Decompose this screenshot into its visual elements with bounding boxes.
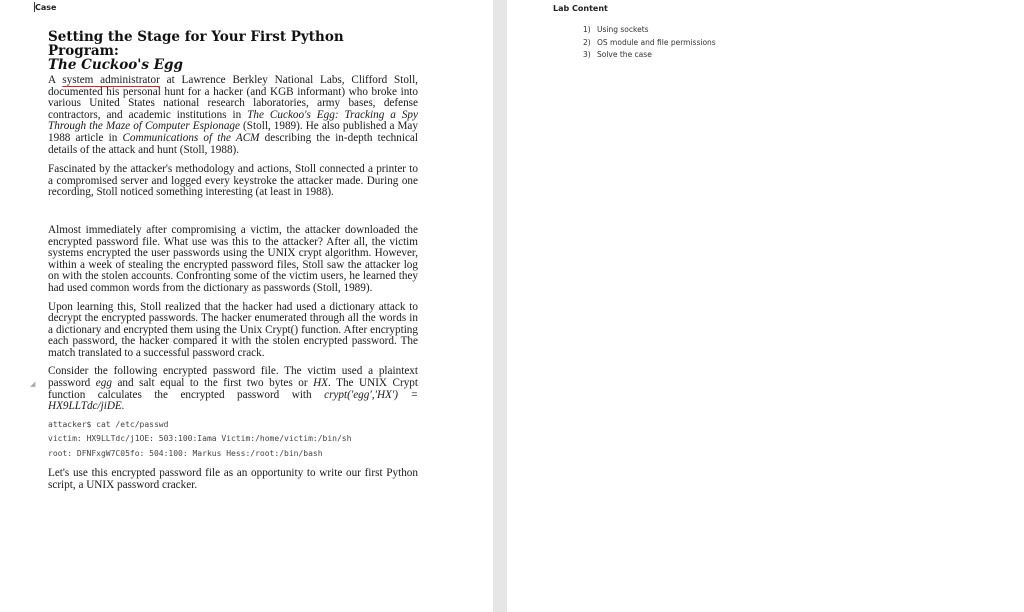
paragraph-4: Upon learning this, Stoll realized that the hacker had used a dictionary attack to decrypt the encrypted passwords. The hacker enumerated through all the words in a dictionary and encrypted them using the Unix Crypt() function. After encrypting each password, the hacker compared it with the stolen encrypted password. The match translated to a successful password crack.: [48, 300, 418, 359]
list-item: [583, 49, 716, 62]
document-page-right: [507, 0, 1024, 612]
list-item: [583, 24, 716, 37]
section-title: [48, 30, 418, 72]
margin-mark-icon: ◢: [30, 380, 36, 388]
text: describing the in-depth technical details of the attack and hunt (Stoll, 1988).: [48, 131, 418, 156]
document-body: [48, 30, 418, 492]
text: and salt equal to the first two bytes or: [111, 377, 314, 390]
text: Consider the following encrypted password file. The victim used a plaintext password: [48, 365, 418, 390]
code-line: root: DFNFxgW7C05fo: 504:100: Markus Hess:/root:/bin/bash: [48, 448, 323, 458]
list-number: 2): [583, 37, 591, 47]
paragraph-2: Fascinated by the attacker's methodology and actions, Stoll connected a printer to a compromised server and logged every keystroke the attacker made. During one recording, Stoll noticed something interesting (at least in 1988).: [48, 163, 418, 199]
list-item: [583, 37, 716, 50]
list-label: Solve the case: [597, 50, 652, 59]
code-line: victim: HX9LLTdc/j1OE: 503:100:Iama Victim:/home/victim:/bin/sh: [48, 434, 352, 444]
list-number: 1): [583, 25, 591, 34]
code-line: attacker$ cat /etc/passwd: [48, 419, 169, 429]
code-block: [48, 418, 418, 462]
paragraph-5: [48, 366, 418, 412]
section-subtitle: The Cuckoo's Egg: [48, 57, 183, 73]
text: A: [48, 74, 63, 86]
paragraph-1: [48, 75, 418, 156]
paragraph-3: Almost immediately after compromising a victim, the attacker downloaded the encrypted password file. What use was this to the attacker? After all, the victim systems encrypted the user passwords using the UNIX crypt algorithm. However, within a week of stealing the encrypted password files, Stoll saw the attacker log on with the stolen accounts. Confronting some of the victim users, he learned they had used common words from the dictionary as passwords (Stoll, 1989).: [48, 223, 418, 294]
paragraph-6: Let's use this encrypted password file as an opportunity to write our first Python script, a UNIX password cracker.: [48, 467, 418, 491]
spellcheck-underlined-text[interactable]: system administrator: [62, 74, 160, 86]
text: . The UNIX Crypt function calculates the encrypted password with: [48, 377, 418, 401]
text: egg: [95, 377, 112, 390]
document-page-left: [0, 0, 493, 612]
text: at Lawrence Berkley National Labs, Clifford Stoll, documented his personal hunt for a hacker (and KGB informant) who broke into various United States national research laboratories, army bases, defense contractors, and academic institutions in: [48, 74, 418, 121]
text: crypt('egg','HX') = HX9LLTdc/jiDE.: [48, 388, 418, 413]
list-label: OS module and file permissions: [597, 37, 716, 47]
journal-title: Communications of the ACM: [122, 131, 260, 144]
list-number: 3): [583, 50, 591, 59]
page-gutter: [493, 0, 507, 612]
text: (Stoll, 1989). He also published a May 1988 article in: [48, 120, 418, 144]
title-text: Setting the Stage for Your First Python Program:: [48, 29, 344, 59]
list-label: Using sockets: [597, 25, 649, 34]
book-title: The Cuckoo's Egg: Tracking a Spy Through the Maze of Computer Espionage: [48, 108, 418, 133]
text: HX: [313, 377, 329, 390]
lab-content-list: [583, 24, 716, 62]
lab-content-title: Lab Content: [553, 4, 608, 13]
page-header: Case: [35, 3, 57, 12]
